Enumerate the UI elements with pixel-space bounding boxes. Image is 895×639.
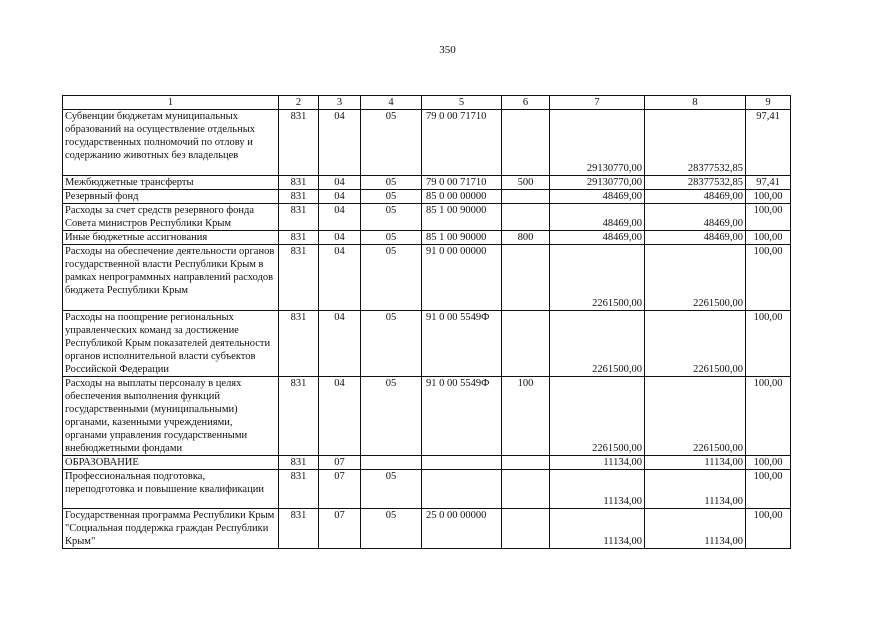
cell-expense-type [502,470,550,509]
cell-grbs: 831 [279,176,319,190]
cell-expense-type: 500 [502,176,550,190]
row-name: Субвенции бюджетам муниципальных образований на осуществление отдельных государственных полномочий по отлову и содержанию животных без владельцев [63,110,279,176]
cell-target-code: 91 0 00 00000 [422,245,502,311]
cell-actual: 28377532,85 [645,110,746,176]
cell-actual: 2261500,00 [645,377,746,456]
column-header: 4 [361,96,422,110]
cell-plan: 48469,00 [550,231,645,245]
cell-actual: 48469,00 [645,231,746,245]
cell-plan: 29130770,00 [550,176,645,190]
row-name: ОБРАЗОВАНИЕ [63,456,279,470]
column-header: 6 [502,96,550,110]
cell-actual: 28377532,85 [645,176,746,190]
cell-section: 04 [319,377,361,456]
cell-actual: 2261500,00 [645,311,746,377]
cell-subsection: 05 [361,311,422,377]
cell-expense-type [502,311,550,377]
cell-plan: 2261500,00 [550,245,645,311]
cell-percent: 100,00 [746,231,791,245]
cell-expense-type [502,245,550,311]
cell-expense-type: 800 [502,231,550,245]
cell-expense-type [502,110,550,176]
cell-grbs: 831 [279,470,319,509]
cell-section: 07 [319,509,361,549]
table-row [63,470,791,509]
column-header: 1 [63,96,279,110]
table-row [63,110,791,176]
table-row [63,245,791,311]
table-row [63,456,791,470]
cell-subsection: 05 [361,110,422,176]
column-header: 9 [746,96,791,110]
cell-actual: 11134,00 [645,470,746,509]
cell-section: 04 [319,311,361,377]
column-header: 3 [319,96,361,110]
row-name: Расходы на обеспечение деятельности органов государственной власти Республики Крым в рамках непрограммных направлений расходов бюджета Республики Крым [63,245,279,311]
cell-grbs: 831 [279,110,319,176]
cell-percent: 100,00 [746,456,791,470]
cell-percent: 100,00 [746,204,791,231]
cell-subsection: 05 [361,245,422,311]
cell-target-code [422,470,502,509]
cell-percent: 100,00 [746,190,791,204]
table-row [63,190,791,204]
cell-actual: 48469,00 [645,190,746,204]
cell-expense-type [502,509,550,549]
cell-section: 04 [319,231,361,245]
cell-actual: 2261500,00 [645,245,746,311]
cell-subsection: 05 [361,176,422,190]
table-row [63,204,791,231]
cell-plan: 48469,00 [550,204,645,231]
cell-section: 07 [319,456,361,470]
column-header: 5 [422,96,502,110]
cell-subsection: 05 [361,509,422,549]
cell-grbs: 831 [279,377,319,456]
cell-section: 04 [319,176,361,190]
cell-expense-type: 100 [502,377,550,456]
cell-plan: 2261500,00 [550,311,645,377]
cell-subsection: 05 [361,231,422,245]
cell-percent: 100,00 [746,311,791,377]
cell-grbs: 831 [279,190,319,204]
cell-actual: 11134,00 [645,456,746,470]
cell-section: 04 [319,190,361,204]
column-header: 8 [645,96,746,110]
cell-expense-type [502,204,550,231]
cell-target-code: 85 1 00 90000 [422,204,502,231]
cell-plan: 11134,00 [550,470,645,509]
cell-actual: 48469,00 [645,204,746,231]
cell-target-code [422,456,502,470]
cell-target-code: 91 0 00 5549Ф [422,377,502,456]
cell-grbs: 831 [279,245,319,311]
table-row [63,509,791,549]
cell-plan: 48469,00 [550,190,645,204]
cell-subsection [361,456,422,470]
table-row [63,176,791,190]
cell-plan: 11134,00 [550,509,645,549]
page-number: 350 [439,44,456,56]
cell-target-code: 79 0 00 71710 [422,176,502,190]
table-row [63,311,791,377]
cell-grbs: 831 [279,204,319,231]
cell-grbs: 831 [279,456,319,470]
cell-percent: 100,00 [746,470,791,509]
cell-section: 07 [319,470,361,509]
row-name: Расходы на поощрение региональных управленческих команд за достижение Республикой Крым показателей деятельности органов исполнительной власти субъектов Российской Федерации [63,311,279,377]
cell-grbs: 831 [279,231,319,245]
cell-percent: 100,00 [746,377,791,456]
cell-percent: 97,41 [746,110,791,176]
cell-section: 04 [319,204,361,231]
cell-percent: 100,00 [746,509,791,549]
row-name: Межбюджетные трансферты [63,176,279,190]
row-name: Расходы на выплаты персоналу в целях обеспечения выполнения функций государственными (муниципальными) органами, казенными учреждениями, органами управления государственными внебюджетными фондами [63,377,279,456]
row-name: Резервный фонд [63,190,279,204]
table-header-row [63,96,791,110]
budget-table [62,95,791,549]
row-name: Государственная программа Республики Крым "Социальная поддержка граждан Республики Крым" [63,509,279,549]
cell-plan: 29130770,00 [550,110,645,176]
cell-percent: 97,41 [746,176,791,190]
cell-section: 04 [319,245,361,311]
cell-expense-type [502,190,550,204]
column-header: 2 [279,96,319,110]
cell-expense-type [502,456,550,470]
row-name: Расходы за счет средств резервного фонда Совета министров Республики Крым [63,204,279,231]
cell-plan: 2261500,00 [550,377,645,456]
cell-plan: 11134,00 [550,456,645,470]
cell-grbs: 831 [279,311,319,377]
table-row [63,231,791,245]
cell-target-code: 85 0 00 00000 [422,190,502,204]
cell-grbs: 831 [279,509,319,549]
cell-subsection: 05 [361,190,422,204]
cell-subsection: 05 [361,204,422,231]
cell-target-code: 25 0 00 00000 [422,509,502,549]
cell-target-code: 85 1 00 90000 [422,231,502,245]
cell-subsection: 05 [361,470,422,509]
cell-subsection: 05 [361,377,422,456]
row-name: Иные бюджетные ассигнования [63,231,279,245]
cell-percent: 100,00 [746,245,791,311]
row-name: Профессиональная подготовка, переподготовка и повышение квалификации [63,470,279,509]
column-header: 7 [550,96,645,110]
cell-target-code: 79 0 00 71710 [422,110,502,176]
table-row [63,377,791,456]
cell-actual: 11134,00 [645,509,746,549]
cell-target-code: 91 0 00 5549Ф [422,311,502,377]
cell-section: 04 [319,110,361,176]
